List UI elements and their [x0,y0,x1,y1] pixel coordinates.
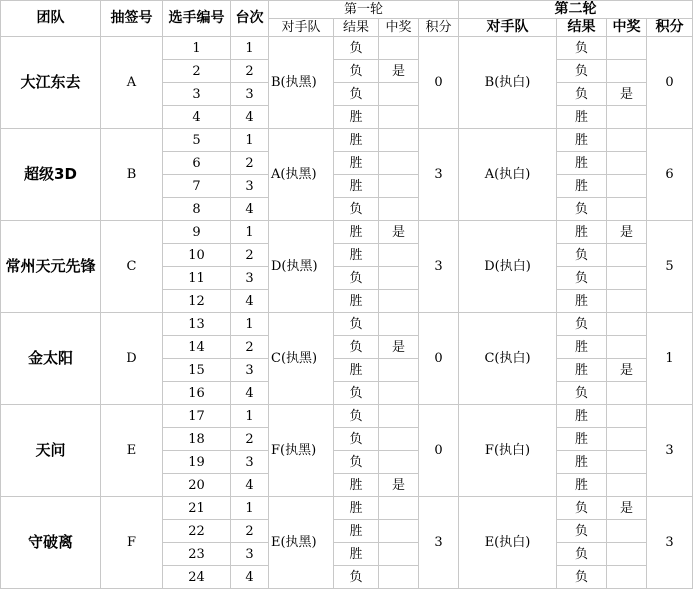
r1-result: 负 [334,428,379,451]
table-row [1,37,693,60]
r1-result: 胜 [334,175,379,198]
team-name: 守破离 [1,497,101,589]
r1-prize [379,566,419,589]
r1-result: 胜 [334,497,379,520]
r2-score: 1 [647,313,693,405]
player-number: 19 [163,451,231,474]
r1-result: 胜 [334,106,379,129]
board-number: 2 [231,152,269,175]
r1-result: 负 [334,37,379,60]
r2-score: 5 [647,221,693,313]
player-number: 14 [163,336,231,359]
board-number: 1 [231,37,269,60]
board-number: 2 [231,336,269,359]
player-number: 7 [163,175,231,198]
r1-prize [379,451,419,474]
r2-result: 胜 [557,152,607,175]
r2-prize: 是 [607,83,647,106]
r1-prize [379,106,419,129]
r1-prize [379,37,419,60]
r2-prize: 是 [607,497,647,520]
r2-prize [607,474,647,497]
r2-result: 负 [557,382,607,405]
team-name: 金太阳 [1,313,101,405]
header-r1-prize: 中奖 [379,19,419,37]
header-r1-score: 积分 [419,19,459,37]
r2-score: 3 [647,405,693,497]
player-number: 6 [163,152,231,175]
player-number: 17 [163,405,231,428]
header-team: 团队 [1,1,101,37]
r2-prize [607,106,647,129]
r1-prize: 是 [379,60,419,83]
player-number: 15 [163,359,231,382]
r1-prize [379,198,419,221]
r2-prize [607,313,647,336]
r2-result: 负 [557,37,607,60]
r2-result: 负 [557,497,607,520]
draw-number: C [101,221,163,313]
player-number: 20 [163,474,231,497]
r1-prize: 是 [379,474,419,497]
team-name: 大江东去 [1,37,101,129]
r1-prize [379,83,419,106]
r1-score: 0 [419,405,459,497]
board-number: 3 [231,451,269,474]
table-body [1,1,693,589]
r1-result: 胜 [334,520,379,543]
r2-prize [607,198,647,221]
header-board: 台次 [231,1,269,37]
r2-prize [607,382,647,405]
r2-result: 胜 [557,451,607,474]
r1-result: 胜 [334,221,379,244]
r1-prize [379,428,419,451]
team-name: 常州天元先锋 [1,221,101,313]
board-number: 1 [231,313,269,336]
player-number: 8 [163,198,231,221]
r2-result: 胜 [557,129,607,152]
r1-prize: 是 [379,336,419,359]
r1-prize [379,152,419,175]
player-number: 16 [163,382,231,405]
r1-score: 0 [419,37,459,129]
team-name: 超级3D [1,129,101,221]
r2-result: 胜 [557,175,607,198]
r1-result: 胜 [334,359,379,382]
board-number: 1 [231,497,269,520]
player-number: 22 [163,520,231,543]
r1-score: 3 [419,497,459,589]
r2-opponent: C(执白) [459,313,557,405]
header-r2-score: 积分 [647,19,693,37]
r2-prize [607,290,647,313]
r2-prize [607,451,647,474]
header-round2: 第二轮 [459,1,693,19]
player-number: 3 [163,83,231,106]
r2-result: 负 [557,566,607,589]
r1-prize [379,520,419,543]
r1-prize [379,129,419,152]
r1-result: 负 [334,83,379,106]
r2-prize [607,60,647,83]
header-r2-opponent: 对手队 [459,19,557,37]
board-number: 2 [231,244,269,267]
player-number: 4 [163,106,231,129]
board-number: 4 [231,290,269,313]
r2-result: 胜 [557,405,607,428]
board-number: 4 [231,106,269,129]
r2-prize [607,267,647,290]
table-row [1,405,693,428]
player-number: 24 [163,566,231,589]
r1-prize [379,267,419,290]
board-number: 3 [231,83,269,106]
r2-opponent: D(执白) [459,221,557,313]
r2-result: 胜 [557,290,607,313]
player-number: 18 [163,428,231,451]
r2-prize [607,520,647,543]
table-row [1,221,693,244]
draw-number: A [101,37,163,129]
header-r1-opponent: 对手队 [269,19,334,37]
r2-result: 胜 [557,428,607,451]
r2-result: 负 [557,198,607,221]
r1-prize [379,543,419,566]
r2-opponent: B(执白) [459,37,557,129]
r2-result: 胜 [557,359,607,382]
r2-score: 0 [647,37,693,129]
r1-result: 胜 [334,474,379,497]
r1-score: 3 [419,129,459,221]
r2-prize [607,152,647,175]
board-number: 4 [231,566,269,589]
r2-prize [607,175,647,198]
r1-result: 负 [334,336,379,359]
board-number: 4 [231,198,269,221]
r2-score: 6 [647,129,693,221]
r2-result: 胜 [557,221,607,244]
r1-prize [379,382,419,405]
board-number: 3 [231,267,269,290]
board-number: 3 [231,175,269,198]
r1-prize [379,497,419,520]
r1-result: 胜 [334,543,379,566]
r2-prize [607,37,647,60]
r2-result: 负 [557,83,607,106]
r2-prize [607,244,647,267]
r1-result: 负 [334,198,379,221]
board-number: 4 [231,474,269,497]
header-player-no: 选手编号 [163,1,231,37]
r1-result: 胜 [334,290,379,313]
r2-result: 负 [557,60,607,83]
r1-opponent: C(执黑) [269,313,334,405]
r2-opponent: E(执白) [459,497,557,589]
r1-opponent: F(执黑) [269,405,334,497]
board-number: 1 [231,221,269,244]
draw-number: F [101,497,163,589]
r2-result: 负 [557,543,607,566]
draw-number: B [101,129,163,221]
r2-prize: 是 [607,221,647,244]
r1-opponent: A(执黑) [269,129,334,221]
player-number: 9 [163,221,231,244]
r2-prize [607,428,647,451]
r1-prize [379,175,419,198]
board-number: 3 [231,359,269,382]
header-r2-result: 结果 [557,19,607,37]
r2-score: 3 [647,497,693,589]
r1-prize [379,313,419,336]
player-number: 1 [163,37,231,60]
r1-result: 胜 [334,129,379,152]
r2-prize [607,566,647,589]
r1-prize [379,359,419,382]
r2-prize [607,543,647,566]
header-row-1 [1,1,693,19]
board-number: 1 [231,405,269,428]
r2-prize: 是 [607,359,647,382]
r2-result: 胜 [557,474,607,497]
board-number: 4 [231,382,269,405]
player-number: 11 [163,267,231,290]
r2-result: 负 [557,520,607,543]
table-row [1,313,693,336]
r1-prize: 是 [379,221,419,244]
player-number: 10 [163,244,231,267]
board-number: 1 [231,129,269,152]
player-number: 21 [163,497,231,520]
header-draw: 抽签号 [101,1,163,37]
player-number: 12 [163,290,231,313]
r1-prize [379,244,419,267]
board-number: 2 [231,520,269,543]
r2-opponent: F(执白) [459,405,557,497]
r1-prize [379,290,419,313]
r2-result: 负 [557,267,607,290]
header-r1-result: 结果 [334,19,379,37]
r2-opponent: A(执白) [459,129,557,221]
player-number: 5 [163,129,231,152]
r1-opponent: B(执黑) [269,37,334,129]
r2-result: 胜 [557,336,607,359]
r1-result: 负 [334,267,379,290]
player-number: 2 [163,60,231,83]
board-number: 3 [231,543,269,566]
player-number: 13 [163,313,231,336]
r1-prize [379,405,419,428]
table-row [1,129,693,152]
board-number: 2 [231,428,269,451]
r2-prize [607,405,647,428]
draw-number: E [101,405,163,497]
draw-number: D [101,313,163,405]
r2-result: 胜 [557,106,607,129]
r2-prize [607,336,647,359]
r1-result: 负 [334,60,379,83]
header-round1: 第一轮 [269,1,459,19]
r1-result: 负 [334,382,379,405]
r1-opponent: D(执黑) [269,221,334,313]
board-number: 2 [231,60,269,83]
r1-opponent: E(执黑) [269,497,334,589]
r1-score: 0 [419,313,459,405]
r1-result: 负 [334,451,379,474]
r1-score: 3 [419,221,459,313]
player-number: 23 [163,543,231,566]
r1-result: 负 [334,313,379,336]
r2-prize [607,129,647,152]
team-name: 天问 [1,405,101,497]
r1-result: 胜 [334,244,379,267]
r2-result: 负 [557,313,607,336]
table-row [1,497,693,520]
r1-result: 负 [334,405,379,428]
r1-result: 负 [334,566,379,589]
header-r2-prize: 中奖 [607,19,647,37]
r1-result: 胜 [334,152,379,175]
r2-result: 负 [557,244,607,267]
